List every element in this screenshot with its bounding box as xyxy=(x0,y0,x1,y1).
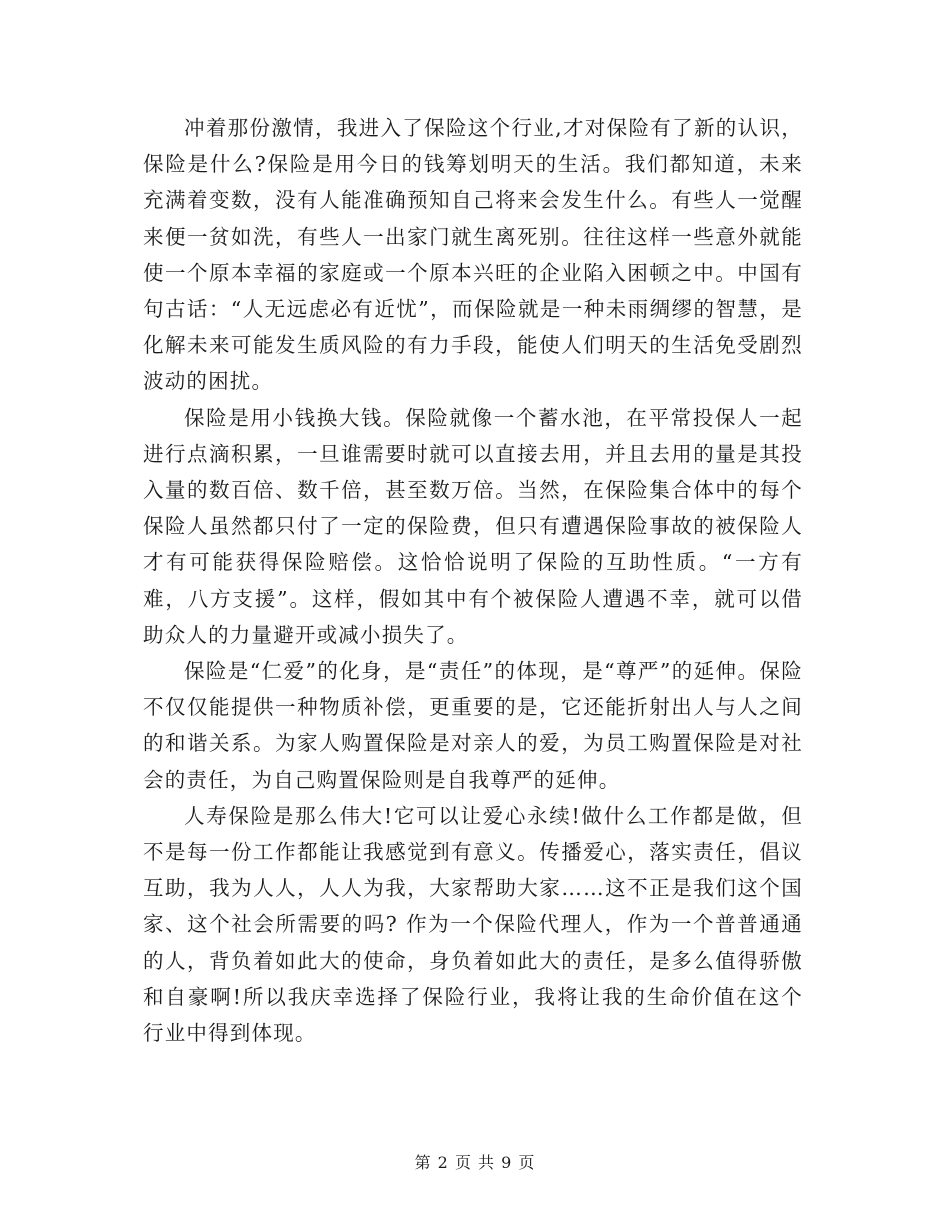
document-body xyxy=(143,110,803,1051)
paragraph-1: 冲着那份激情，我进入了保险这个行业,才对保险有了新的认识，保险是什么?保险是用今日的钱筹划明天的生活。我们都知道，未来充满着变数，没有人能准确预知自己将来会发生什么。有些人一觉醒来便一贫如洗，有些人一出家门就生离死别。往往这样一些意外就能使一个原本幸福的家庭或一个原本兴旺的企业陷入困顿之中。中国有句古话：“人无远虑必有近忧”，而保险就是一种未雨绸缪的智慧，是化解未来可能发生质风险的有力手段，能使人们明天的生活免受剧烈波动的困扰。 xyxy=(143,116,803,394)
paragraph-4: 人寿保险是那么伟大!它可以让爱心永续!做什么工作都是做，但不是每一份工作都能让我感觉到有意义。传播爱心，落实责任，倡议互助，我为人人，人人为我，大家帮助大家……这不正是我们这个国家、这个社会所需要的吗? 作为一个保险代理人，作为一个普普通通的人，背负着如此大的使命，身负着如此大的责任，是多么值得骄傲和自豪啊!所以我庆幸选择了保险行业，我将让我的生命价值在这个行业中得到体现。 xyxy=(143,803,803,1046)
paragraph-2: 保险是用小钱换大钱。保险就像一个蓄水池，在平常投保人一起进行点滴积累，一旦谁需要时就可以直接去用，并且去用的量是其投入量的数百倍、数千倍，甚至数万倍。当然，在保险集合体中的每个保险人虽然都只付了一定的保险费，但只有遭遇保险事故的被保险人才有可能获得保险赔偿。这恰恰说明了保险的互助性质。“一方有难，八方支援”。这样，假如其中有个被保险人遭遇不幸，就可以借助众人的力量避开或减小损失了。 xyxy=(143,405,803,647)
page-number-footer: 第 2 页 共 9 页 xyxy=(414,1153,536,1172)
paragraph-3: 保险是“仁爱”的化身，是“责任”的体现，是“尊严”的延伸。保险不仅仅能提供一种物质补偿，更重要的是，它还能折射出人与人之间的和谐关系。为家人购置保险是对亲人的爱，为员工购置保险是对社会的责任，为自己购置保险则是自我尊严的延伸。 xyxy=(143,659,803,792)
